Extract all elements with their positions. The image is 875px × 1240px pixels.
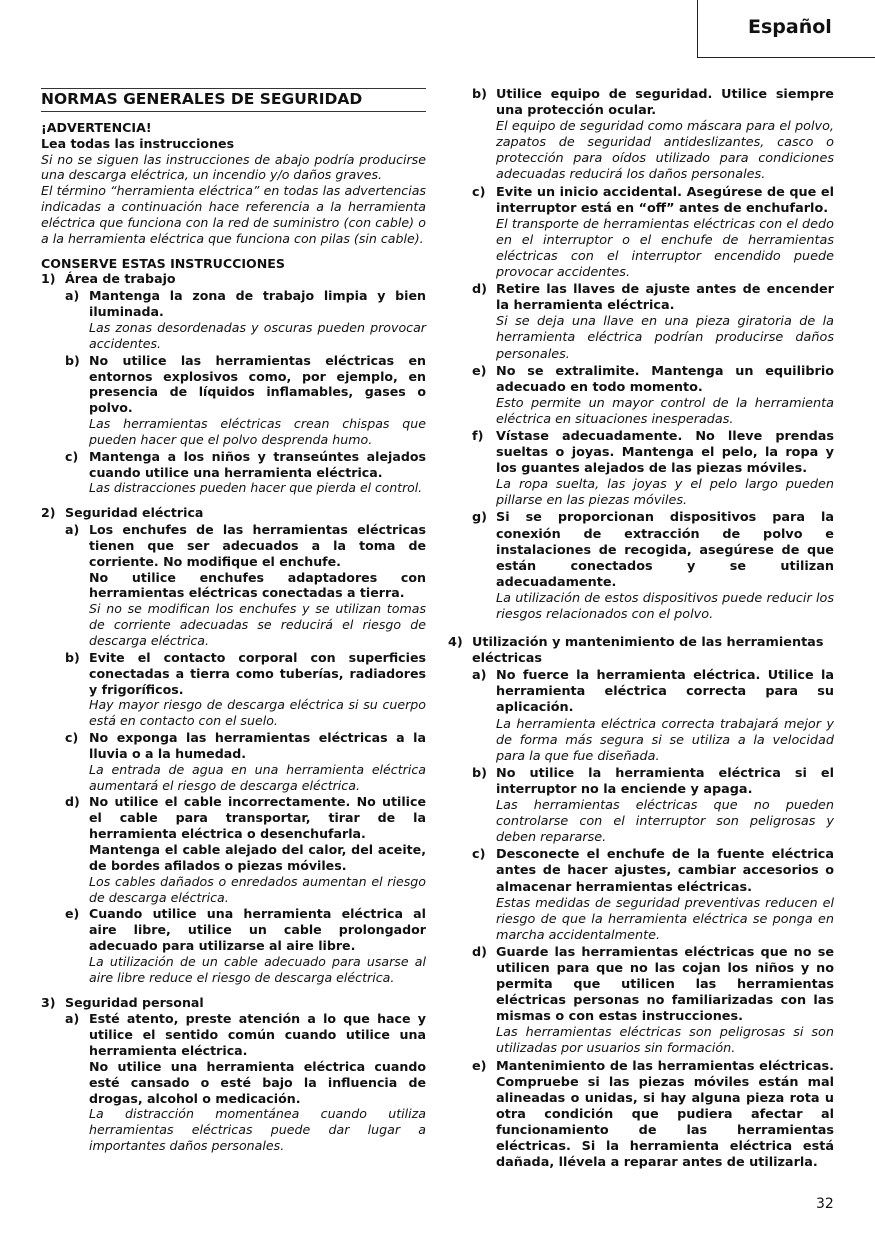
list-item: a) Mantenga la zona de trabajo limpia y bien iluminada. Las zonas desordenadas y oscuras pueden provocar accidentes. [65, 288, 426, 351]
intro-text: El término “herramienta eléctrica” en todas las advertencias indicadas a continuación hace referencia a la herramienta eléctrica que funciona con la red de suministro (con cable) o a la herramienta eléctrica que funciona con pilas (sin cable). [41, 183, 426, 246]
list-item: b) Evite el contacto corporal con superficies conectadas a tierra como tuberías, radiadores y frigoríficos. Hay mayor riesgo de descarga eléctrica si su cuerpo está en contacto con el suelo. [65, 649, 426, 729]
list-item: d) Guarde las herramientas eléctricas que no se utilicen para que no las cojan los niños y no permita que utilicen las herramientas eléctricas personas no familiarizadas con las mismas o con estas instrucciones. Las herramientas eléctricas son peligrosas si son utilizadas por usuarios sin formación. [472, 944, 834, 1057]
list-item: e) No se extralimite. Mantenga un equilibrio adecuado en todo momento. Esto permite un mayor control de la herramienta eléctrica en situaciones inesperadas. [472, 363, 834, 427]
intro-text: Si no se siguen las instrucciones de abajo podría producirse una descarga eléctrica, un incendio y/o daños graves. [41, 151, 426, 183]
list-item: c) Evite un inicio accidental. Asegúrese de que el interruptor está en “off” antes de enchufarlo. El transporte de herramientas eléctricas con el dedo en el interruptor o el enchufe de herramientas eléctricas con el interruptor encendido puede provocar accidentes. [472, 184, 834, 281]
list-item: b) Utilice equipo de seguridad. Utilice siempre una protección ocular. El equipo de seguridad como máscara para el polvo, zapatos de seguridad antideslizantes, casco o protección para oídos utilizado para condiciones adecuadas reducirá los daños personales. [472, 87, 834, 183]
language-label: Español [748, 16, 832, 38]
page-number: 32 [816, 1196, 834, 1212]
section-heading: 2) Seguridad eléctrica [41, 505, 204, 521]
read-all-heading: Lea todas las instrucciones [41, 135, 235, 151]
left-column [41, 86, 426, 1154]
section-heading: 3) Seguridad personal [41, 994, 204, 1010]
list-item: a) No fuerce la herramienta eléctrica. Utilice la herramienta eléctrica correcta para su aplicación. La herramienta eléctrica correcta trabajará mejor y de forma más segura si se utiliza a la velocidad para la que fue diseñada. [472, 668, 834, 764]
list-item: d) No utilice el cable incorrectamente. No utilice el cable para transportar, tirar de la herramienta eléctrica o desenchufarla. Mantenga el cable alejado del calor, del aceite, de bordes afilados o piezas móviles. Los cables dañados o enredados aumentan el riesgo de descarga eléctrica. [65, 794, 426, 905]
list-item: d) Retire las llaves de ajuste antes de encender la herramienta eléctrica. Si se deja una llave en una pieza giratoria de la herramienta eléctrica podrían producirse daños personales. [472, 282, 834, 362]
list-item: b) No utilice la herramienta eléctrica si el interruptor no la enciende y apaga. Las herramientas eléctricas que no pueden controlarse con el interruptor son peligrosas y deben repararse. [472, 765, 834, 846]
list-item: a) Los enchufes de las herramientas eléctricas tienen que ser adecuados a la toma de corriente. No modifique el enchufe. No utilice enchufes adaptadores con herramientas eléctricas conectadas a tierra. Si no se modifican los enchufes y se utilizan tomas de corriente adecuadas se reducirá el riesgo de descarga eléctrica. [65, 522, 426, 648]
list-item: g) Si se proporcionan dispositivos para la conexión de extracción de polvo e instalaciones de recogida, asegúrese de que están conectados y se utilizan adecuadamente. La utilización de estos dispositivos puede reducir los riesgos relacionados con el polvo. [472, 510, 834, 622]
list-item: b) No utilice las herramientas eléctricas en entornos explosivos como, por ejemplo, en presencia de líquidos inflamables, gases o polvo. Las herramientas eléctricas crean chispas que pueden hacer que el polvo desprenda humo. [65, 352, 426, 447]
list-item: a) Esté atento, preste atención a lo que hace y utilice el sentido común cuando utilice una herramienta eléctrica. No utilice una herramienta eléctrica cuando esté cansado o esté bajo la influencia de drogas, alcohol o medicación. La distracción momentánea cuando utiliza herramientas eléctricas puede dar lugar a importantes daños personales. [65, 1011, 426, 1154]
list-item: e) Cuando utilice una herramienta eléctrica al aire libre, utilice un cable prolongador adecuado para utilizarse al aire libre. La utilización de un cable adecuado para usarse al aire libre reduce el riesgo de descarga eléctrica. [65, 906, 426, 985]
section-heading: 1) Área de trabajo [41, 271, 176, 287]
list-item: c) Mantenga a los niños y transeúntes alejados cuando utilice una herramienta eléctrica. Las distracciones pueden hacer que pierda el control. [65, 448, 426, 496]
right-column [448, 86, 834, 1171]
language-tab [697, 0, 875, 58]
list-item: c) No exponga las herramientas eléctricas a la lluvia o a la humedad. La entrada de agua en una herramienta eléctrica aumentará el riesgo de descarga eléctrica. [65, 730, 426, 793]
section-heading: 4) Utilización y mantenimiento de las herramientas eléctricas [448, 635, 824, 667]
conserve-heading: CONSERVE ESTAS INSTRUCCIONES [41, 255, 285, 271]
page-title: NORMAS GENERALES DE SEGURIDAD [41, 88, 426, 112]
warning-heading: ¡ADVERTENCIA! [41, 119, 152, 135]
list-item: c) Desconecte el enchufe de la fuente eléctrica antes de hacer ajustes, cambiar accesorios o almacenar herramientas eléctricas. Estas medidas de seguridad preventivas reducen el riesgo de que la herramienta eléctrica se ponga en marcha accidentalmente. [472, 847, 834, 943]
list-item: f) Vístase adecuadamente. No lleve prendas sueltas o joyas. Mantenga el pelo, la ropa y los guantes alejados de las piezas móviles. La ropa suelta, las joyas y el pelo largo pueden pillarse en las piezas móviles. [472, 428, 834, 509]
list-item: e) Mantenimiento de las herramientas eléctricas. Compruebe si las piezas móviles están mal alineadas o unidas, si hay alguna pieza rota u otra condición que pudiera afectar al funcionamiento de las herramientas eléctricas. Si la herramienta eléctrica está dañada, llévela a reparar antes de utilizarla. [472, 1058, 834, 1171]
